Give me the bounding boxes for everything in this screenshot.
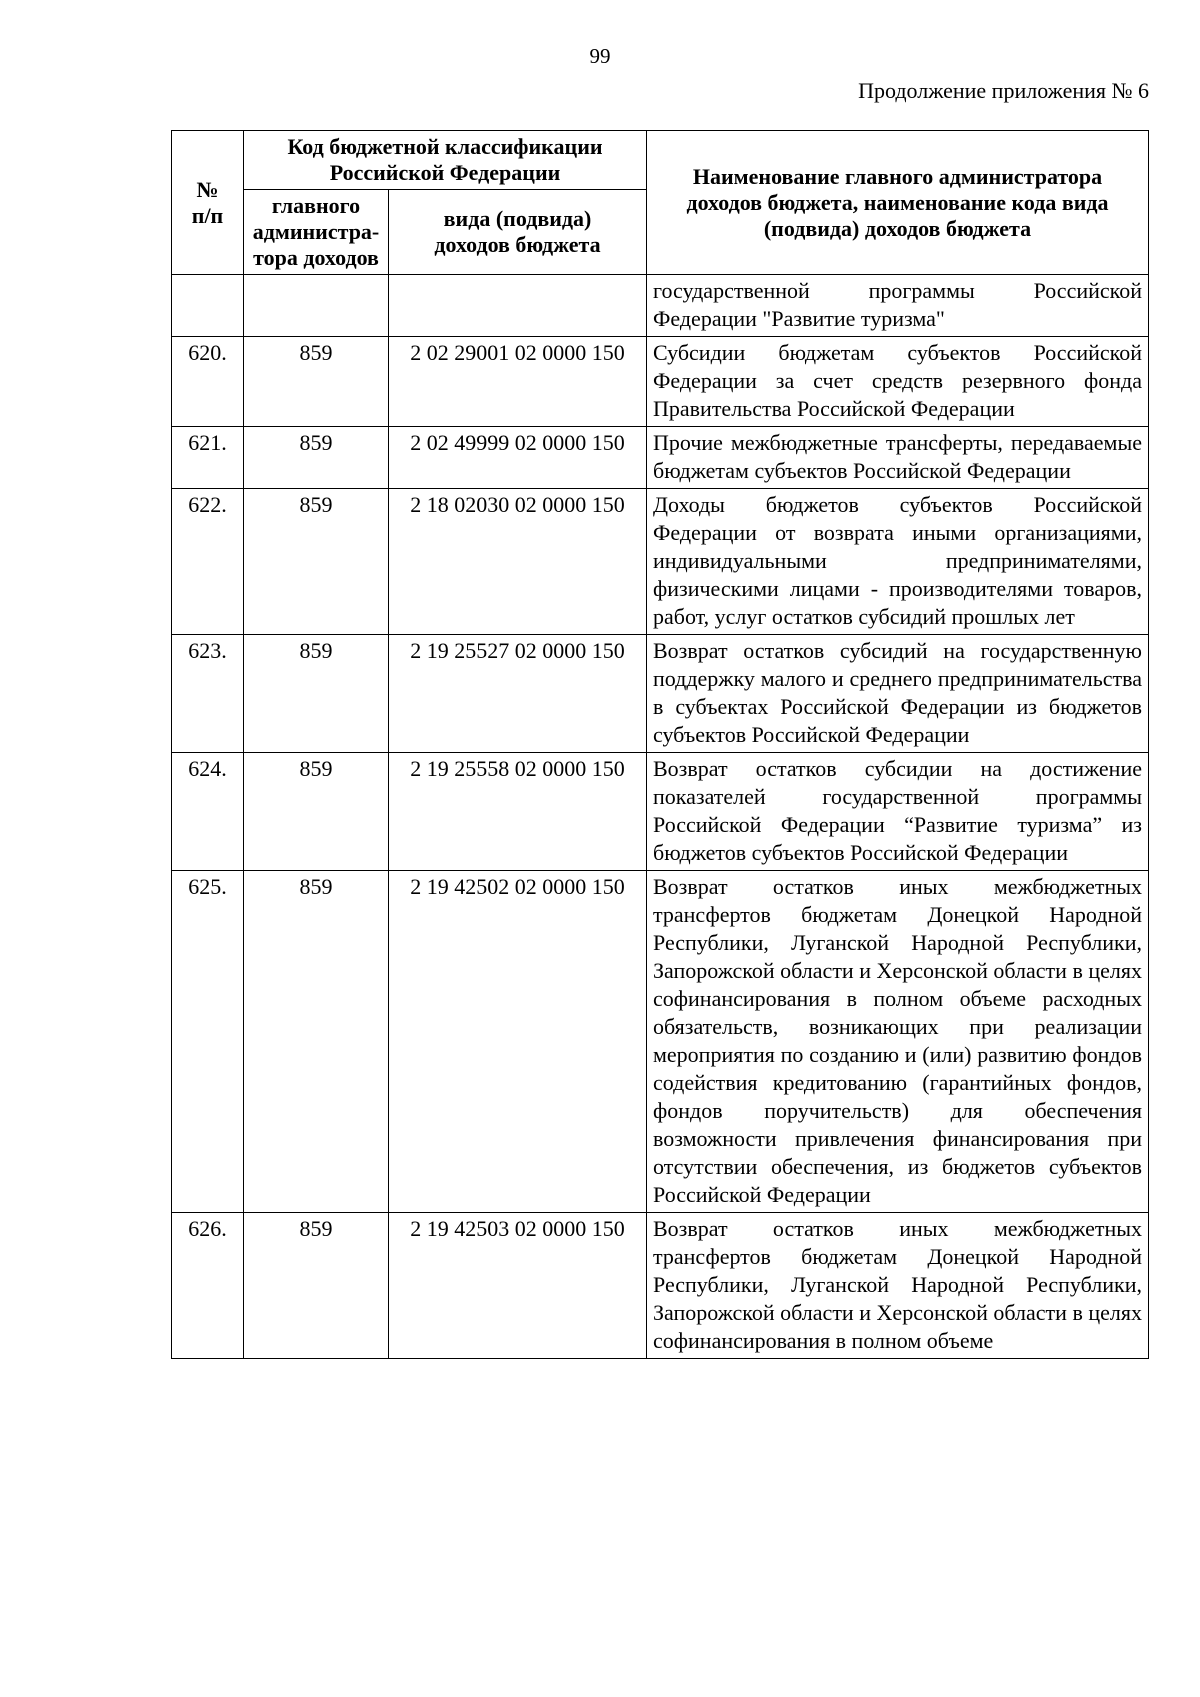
row-number: 620. [172, 337, 244, 427]
admin-code [244, 275, 389, 337]
header-admin: главного администра-тора доходов [244, 190, 389, 275]
income-code: 2 18 02030 02 0000 150 [389, 489, 647, 635]
admin-code: 859 [244, 635, 389, 753]
income-code: 2 02 49999 02 0000 150 [389, 427, 647, 489]
appendix-continuation: Продолжение приложения № 6 [858, 78, 1149, 103]
admin-code: 859 [244, 1213, 389, 1359]
table-row [172, 337, 1149, 427]
admin-code: 859 [244, 753, 389, 871]
admin-code: 859 [244, 489, 389, 635]
budget-classification-table [171, 130, 1149, 1359]
income-name: Субсидии бюджетам субъектов Российской Федерации за счет средств резервного фонда Правительства Российской Федерации [647, 337, 1149, 427]
admin-code: 859 [244, 337, 389, 427]
row-number: 622. [172, 489, 244, 635]
row-number: 626. [172, 1213, 244, 1359]
table-row [172, 489, 1149, 635]
income-name: Доходы бюджетов субъектов Российской Федерации от возврата иными организациями, индивидуальными предпринимателями, физическими лицами - производителями товаров, работ, услуг остатков субсидий прошлых лет [647, 489, 1149, 635]
income-code: 2 02 29001 02 0000 150 [389, 337, 647, 427]
table-row [172, 275, 1149, 337]
income-name: государственной программы Российской Федерации "Развитие туризма" [647, 275, 1149, 337]
row-number: 623. [172, 635, 244, 753]
header-kbk-group: Код бюджетной классификации Российской Федерации [244, 131, 647, 190]
row-number [172, 275, 244, 337]
income-code [389, 275, 647, 337]
header-code: вида (подвида) доходов бюджета [389, 190, 647, 275]
row-number: 625. [172, 871, 244, 1213]
row-number: 624. [172, 753, 244, 871]
header-number: № п/п [172, 131, 244, 275]
income-name: Прочие межбюджетные трансферты, передаваемые бюджетам субъектов Российской Федерации [647, 427, 1149, 489]
row-number: 621. [172, 427, 244, 489]
table-row [172, 635, 1149, 753]
table-row [172, 753, 1149, 871]
income-code: 2 19 25558 02 0000 150 [389, 753, 647, 871]
income-code: 2 19 42503 02 0000 150 [389, 1213, 647, 1359]
income-name: Возврат остатков иных межбюджетных трансфертов бюджетам Донецкой Народной Республики, Луганской Народной Республики, Запорожской области и Херсонской области в целях софинансирования в полном объеме [647, 1213, 1149, 1359]
page-number: 99 [589, 44, 611, 68]
admin-code: 859 [244, 871, 389, 1213]
income-name: Возврат остатков иных межбюджетных трансфертов бюджетам Донецкой Народной Республики, Луганской Народной Республики, Запорожской области и Херсонской области в целях софинансирования в полном объеме расходных обязательств, возникающих при реализации мероприятия по созданию и (или) развитию фондов содействия кредитованию (гарантийных фондов, фондов поручительств) для обеспечения возможности привлечения финансирования при отсутствии обеспечения, из бюджетов субъектов Российской Федерации [647, 871, 1149, 1213]
income-name: Возврат остатков субсидий на государственную поддержку малого и среднего предпринимательства в субъектах Российской Федерации из бюджетов субъектов Российской Федерации [647, 635, 1149, 753]
income-code: 2 19 42502 02 0000 150 [389, 871, 647, 1213]
income-name: Возврат остатков субсидии на достижение показателей государственной программы Российской Федерации “Развитие туризма” из бюджетов субъектов Российской Федерации [647, 753, 1149, 871]
header-name: Наименование главного администратора доходов бюджета, наименование кода вида (подвида) доходов бюджета [647, 131, 1149, 275]
table-row [172, 1213, 1149, 1359]
table-row [172, 427, 1149, 489]
income-code: 2 19 25527 02 0000 150 [389, 635, 647, 753]
table-row [172, 871, 1149, 1213]
admin-code: 859 [244, 427, 389, 489]
